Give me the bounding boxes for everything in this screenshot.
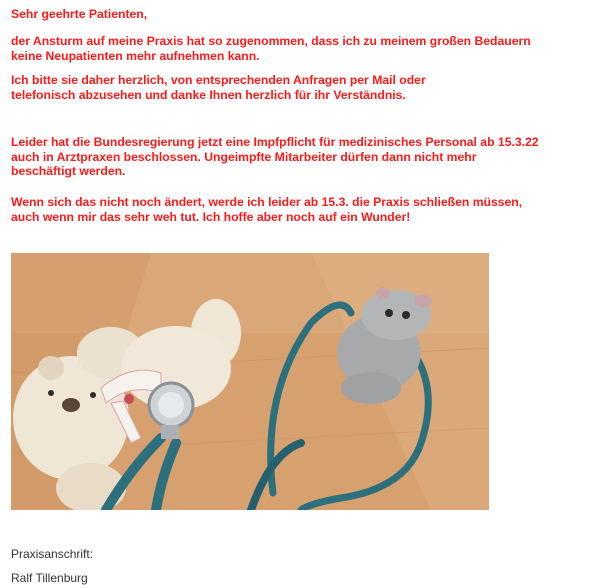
notice-paragraph-closure: Wenn sich das nicht noch ändert, werde ich leider ab 15.3. die Praxis schließen müssen, auch wenn mir das sehr weh tut. Ich hoffe aber noch auf ein Wunder! bbox=[11, 195, 523, 224]
notice-paragraph-capacity: der Ansturm auf meine Praxis hat so zugenommen, dass ich zu meinem großen Bedauern keine Neupatienten mehr aufnehmen kann. bbox=[11, 34, 531, 63]
notice-paragraph-request: Ich bitte sie daher herzlich, von entsprechenden Anfragen per Mail oder telefonisch abzusehen und danke Ihnen herzlich für ihr Verständnis. bbox=[11, 73, 426, 102]
notice-paragraph-vaccine-mandate: Leider hat die Bundesregierung jetzt eine Impfpflicht für medizinisches Personal ab 15.3.22 auch in Arztpraxen beschlossen. Ungeimpfte Mitarbeiter dürfen dann nicht mehr beschäftigt werden. bbox=[11, 135, 539, 178]
address-label: Praxisanschrift: bbox=[11, 547, 94, 561]
doctor-name: Ralf Tillenburg bbox=[11, 571, 88, 585]
teddy-stethoscope-photo bbox=[11, 253, 489, 510]
photo-illustration bbox=[11, 253, 489, 510]
greeting: Sehr geehrte Patienten, bbox=[11, 7, 148, 21]
